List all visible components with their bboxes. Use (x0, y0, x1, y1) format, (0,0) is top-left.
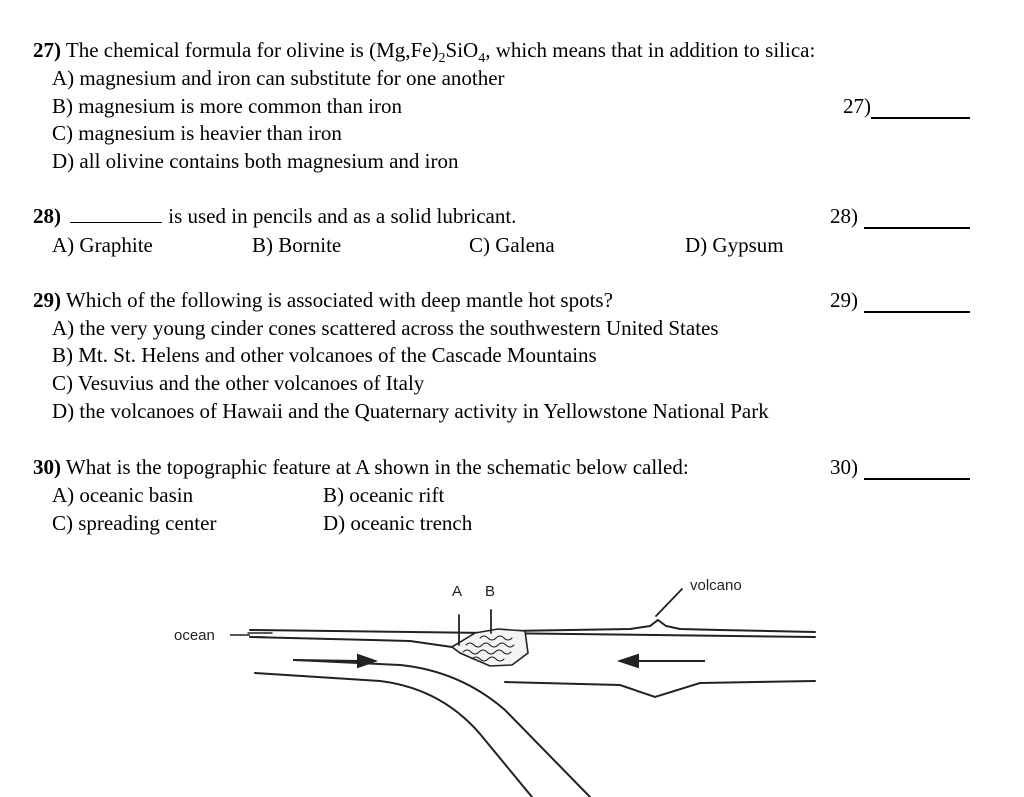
q29-answer-line[interactable] (864, 311, 970, 313)
label-a: A (452, 583, 463, 600)
q28-option-d[interactable]: D) Gypsum (685, 233, 784, 257)
label-ocean: ocean (174, 627, 215, 644)
q28-number: 28) (33, 204, 61, 228)
diagram-background (160, 565, 840, 797)
q28-option-b[interactable]: B) Bornite (252, 233, 342, 257)
left-arrow-shaft (293, 660, 360, 661)
q27-option-b[interactable]: B) magnesium is more common than iron (52, 94, 402, 118)
q28-answer-label: 28) (830, 204, 858, 228)
q27-sub-2: 2 (438, 51, 446, 67)
q29-option-c[interactable]: C) Vesuvius and the other volcanoes of Italy (52, 371, 425, 395)
q30-stem-text: What is the topographic feature at A shown in the schematic below called: (65, 455, 689, 479)
subduction-diagram (160, 565, 840, 797)
q28-stem (33, 204, 516, 228)
q30-answer-line[interactable] (864, 478, 970, 480)
q28-option-a[interactable]: A) Graphite (52, 233, 153, 257)
q27-answer-label: 27) (843, 94, 871, 118)
q27-option-d[interactable]: D) all olivine contains both magnesium and iron (52, 149, 459, 173)
q30-number: 30) (33, 455, 61, 479)
q29-stem-text: Which of the following is associated with deep mantle hot spots? (65, 288, 613, 312)
q27-option-a[interactable]: A) magnesium and iron can substitute for one another (52, 66, 505, 90)
q29-option-b[interactable]: B) Mt. St. Helens and other volcanoes of the Cascade Mountains (52, 343, 597, 367)
q30-option-c[interactable]: C) spreading center (52, 511, 217, 535)
q27-stem-c: , which means that in addition to silica: (485, 38, 816, 62)
q29-option-a[interactable]: A) the very young cinder cones scattered across the southwestern United States (52, 316, 719, 340)
q29-stem (33, 288, 613, 312)
q27-stem-a: The chemical formula for olivine is (Mg,Fe) (65, 38, 439, 62)
q30-option-b[interactable]: B) oceanic rift (323, 483, 445, 507)
q29-option-d[interactable]: D) the volcanoes of Hawaii and the Quaternary activity in Yellowstone National Park (52, 399, 769, 423)
q30-stem (33, 455, 689, 479)
q28-option-c[interactable]: C) Galena (469, 233, 555, 257)
q27-number: 27) (33, 38, 61, 62)
q30-option-a[interactable]: A) oceanic basin (52, 483, 194, 507)
q28-answer-line[interactable] (864, 227, 970, 229)
q27-answer-line[interactable] (871, 117, 970, 119)
q29-answer-label: 29) (830, 288, 858, 312)
q27-stem-b: SiO (445, 38, 479, 62)
q27-sub-4: 4 (478, 51, 486, 67)
q28-stem-blank (70, 204, 162, 223)
label-b: B (485, 583, 496, 600)
q30-option-d[interactable]: D) oceanic trench (323, 511, 473, 535)
q27-option-c[interactable]: C) magnesium is heavier than iron (52, 121, 342, 145)
label-volcano: volcano (690, 577, 742, 594)
q30-answer-label: 30) (830, 455, 858, 479)
q28-stem-text: is used in pencils and as a solid lubricant. (168, 204, 517, 228)
q29-number: 29) (33, 288, 61, 312)
